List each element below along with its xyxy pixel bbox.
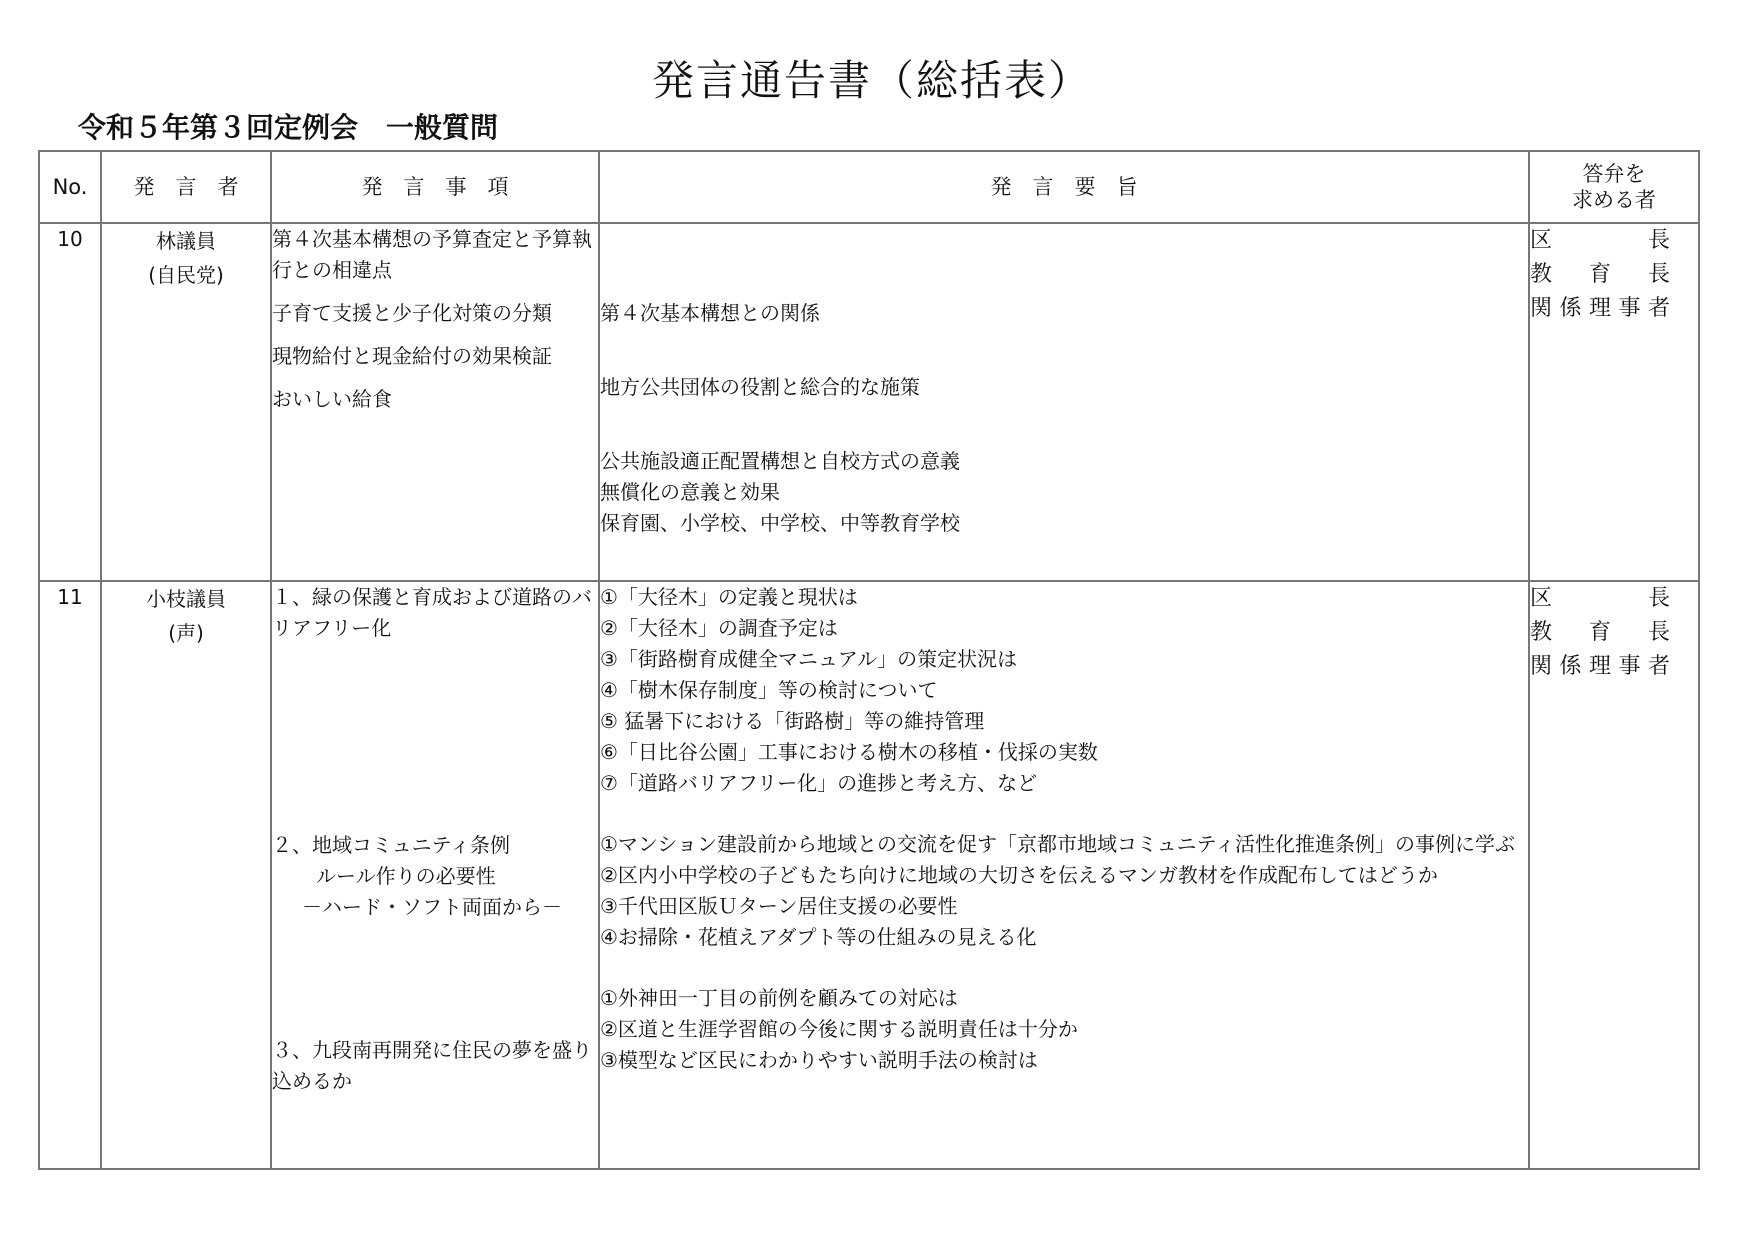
- gist-item: ③模型など区民にわかりやすい説明手法の検討は: [600, 1048, 1038, 1072]
- gist-item: ①外神田一丁目の前例を顧みての対応は: [600, 986, 958, 1010]
- gist-cell: [599, 581, 1529, 1169]
- table-row: [39, 223, 1699, 581]
- gist-item: ④「樹木保存制度」等の検討について: [600, 678, 938, 702]
- header-no: No.: [39, 151, 101, 223]
- header-speaker: 発 言 者: [101, 151, 271, 223]
- answer-item: 区長: [1530, 228, 1670, 253]
- answer-item: 教育長: [1530, 620, 1670, 645]
- summary-table: [38, 150, 1700, 1170]
- gist-item: 保育園、小学校、中学校、中等教育学校: [600, 511, 960, 535]
- header-row: [39, 151, 1699, 223]
- speaker-name: 小枝議員: [146, 587, 226, 611]
- header-answer: [1529, 151, 1699, 223]
- speaker-party: (自民党): [148, 263, 224, 287]
- header-matters: 発 言 事 項: [271, 151, 599, 223]
- matter-item: ２、地域コミュニティ条例: [272, 833, 510, 857]
- gist-item: ②「大径木」の調査予定は: [600, 616, 838, 640]
- matters-cell: [271, 223, 599, 581]
- answer-item: 関係理事者: [1530, 296, 1670, 321]
- gist-item: ④お掃除・花植えアダプト等の仕組みの見える化: [600, 925, 1037, 949]
- header-answer-line2: 求める者: [1572, 188, 1656, 212]
- gist-item: ⑥「日比谷公園」工事における樹木の移植・伐採の実数: [600, 740, 1098, 764]
- answer-item: 教育長: [1530, 262, 1670, 287]
- header-answer-line1: 答弁を: [1582, 162, 1646, 186]
- matter-item: おいしい給食: [272, 387, 392, 411]
- gist-item: ①マンション建設前から地域との交流を促す「京都市地域コミュニティ活性化推進条例」の事例に学ぶ: [600, 832, 1516, 856]
- speaker-party: (声): [168, 621, 204, 645]
- matters-cell: [271, 581, 599, 1169]
- document-title: 発言通告書（総括表）: [651, 56, 1092, 105]
- row-no: 11: [39, 581, 101, 1169]
- gist-item: ⑤ 猛暑下における「街路樹」等の維持管理: [600, 709, 985, 733]
- gist-item: ②区内小中学校の子どもたち向けに地域の大切さを伝えるマンガ教材を作成配布してはどうか: [600, 863, 1438, 887]
- gist-item: 第４次基本構想との関係: [600, 301, 820, 325]
- gist-item: ①「大径木」の定義と現状は: [600, 585, 858, 609]
- gist-item: ②区道と生涯学習館の今後に関する説明責任は十分か: [600, 1017, 1078, 1041]
- header-gist: 発 言 要 旨: [599, 151, 1529, 223]
- table-row: [39, 581, 1699, 1169]
- document-subtitle: 令和５年第３回定例会 一般質問: [78, 111, 499, 144]
- speaker-name: 林議員: [156, 229, 216, 253]
- speaker-cell: [101, 581, 271, 1169]
- gist-item: 地方公共団体の役割と総合的な施策: [600, 375, 920, 399]
- matter-item: 子育て支援と少子化対策の分類: [272, 301, 552, 325]
- matter-subitem: ルール作りの必要性: [316, 864, 496, 888]
- gist-item: ③「街路樹育成健全マニュアル」の策定状況は: [600, 647, 1018, 671]
- matter-item: 現物給付と現金給付の効果検証: [272, 344, 552, 368]
- row-no: 10: [39, 223, 101, 581]
- answer-cell: [1529, 581, 1699, 1169]
- answer-item: 区長: [1530, 586, 1670, 611]
- gist-item: 無償化の意義と効果: [600, 480, 780, 504]
- matter-item: １、緑の保護と育成および道路のバリアフリー化: [272, 585, 592, 640]
- answer-cell: [1529, 223, 1699, 581]
- speaker-cell: [101, 223, 271, 581]
- matter-subitem: －ハード・ソフト両面から－: [302, 895, 562, 919]
- matter-item: ３、九段南再開発に住民の夢を盛り込めるか: [272, 1038, 592, 1093]
- gist-item: 公共施設適正配置構想と自校方式の意義: [600, 449, 960, 473]
- gist-item: ③千代田区版Ｕターン居住支援の必要性: [600, 894, 958, 918]
- gist-cell: [599, 223, 1529, 581]
- answer-item: 関係理事者: [1530, 654, 1670, 679]
- matter-item: 第４次基本構想の予算査定と予算執行との相違点: [272, 227, 592, 282]
- gist-item: ⑦「道路バリアフリー化」の進捗と考え方、など: [600, 771, 1038, 795]
